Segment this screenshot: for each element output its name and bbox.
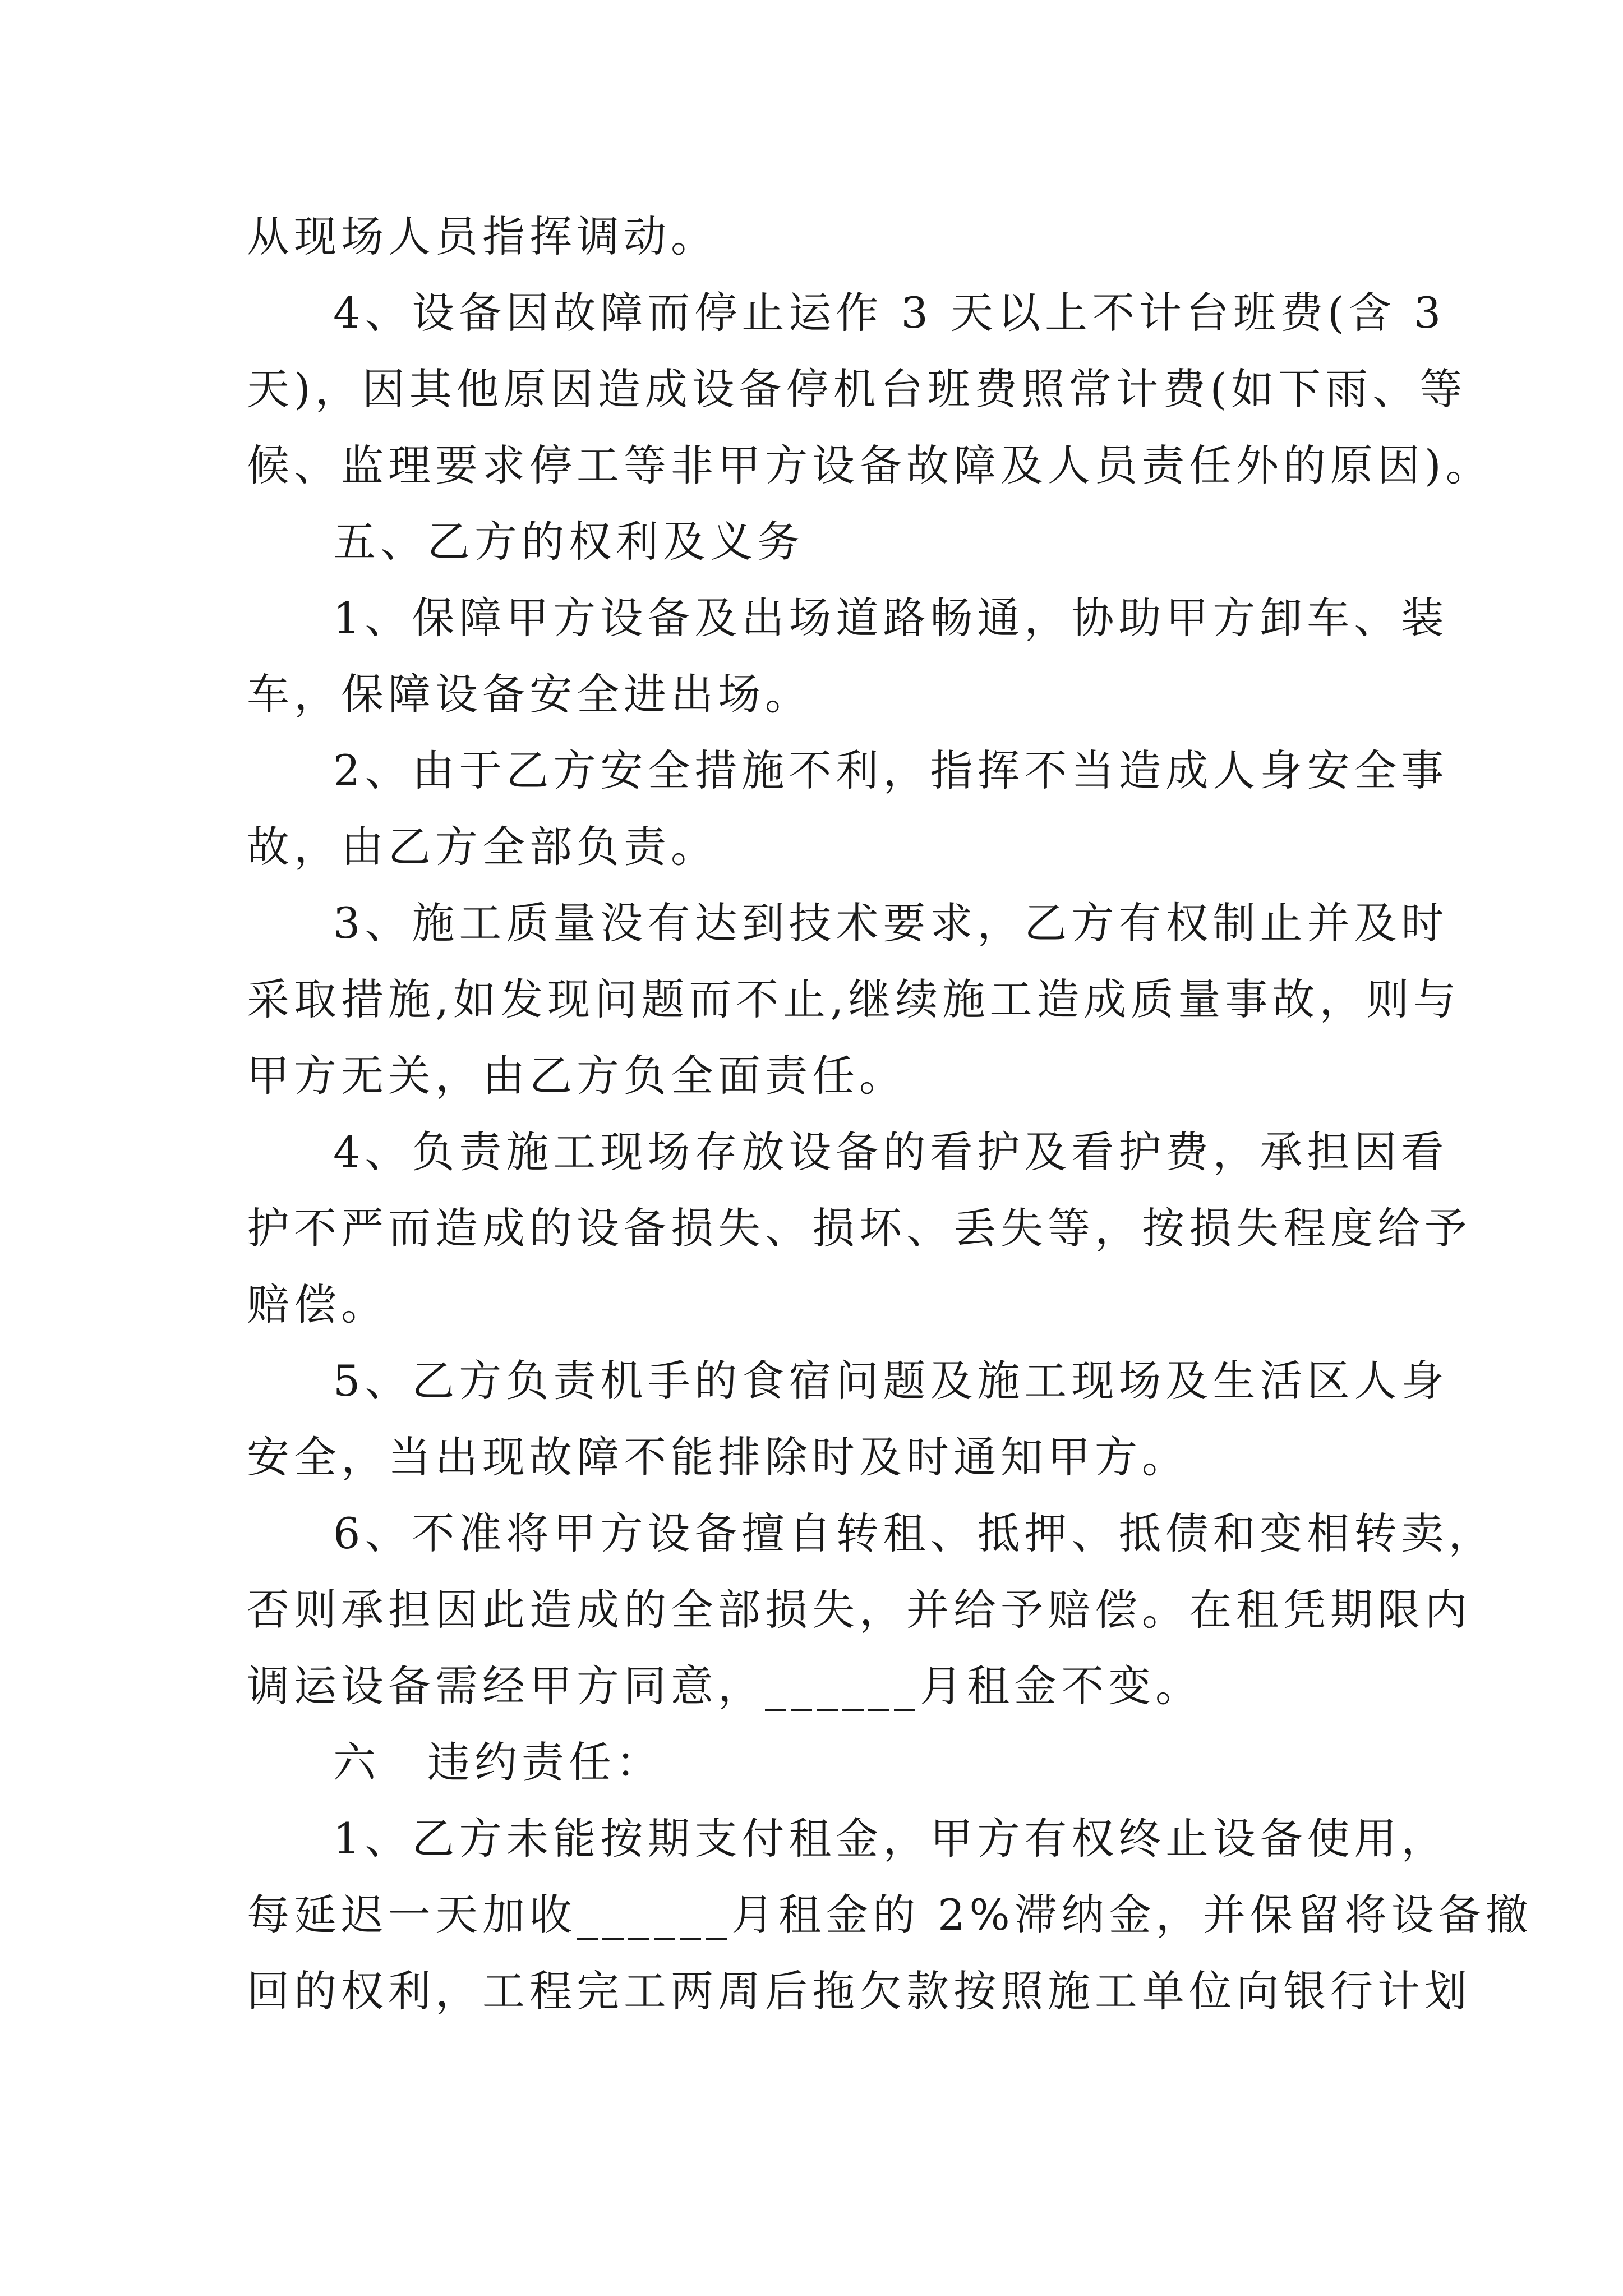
text-line: 护不严而造成的设备损失、损坏、丢失等，按损失程度给予 (247, 1203, 1472, 1253)
text-line: 2、由于乙方安全措施不利，指挥不当造成人身安全事 (333, 746, 1449, 795)
text-line: 5、乙方负责机手的食宿问题及施工现场及生活区人身 (333, 1356, 1449, 1406)
text-line: 3、施工质量没有达到技术要求，乙方有权制止并及时 (333, 898, 1449, 948)
text-line: 4、负责施工现场存放设备的看护及看护费，承担因看 (333, 1127, 1449, 1177)
text-line: 回的权利，工程完工两周后拖欠款按照施工单位向银行计划 (247, 1966, 1472, 2016)
text-line: 甲方无关，由乙方负全面责任。 (247, 1051, 906, 1101)
section-heading: 五、乙方的权利及义务 (333, 517, 804, 567)
text-line: 车，保障设备安全进出场。 (247, 669, 812, 719)
text-line: 1、乙方未能按期支付租金，甲方有权终止设备使用， (333, 1814, 1449, 1864)
text-line: 故，由乙方全部负责。 (247, 822, 718, 872)
text-line: 安全，当出现故障不能排除时及时通知甲方。 (247, 1432, 1189, 1482)
text-line: 候、监理要求停工等非甲方设备故障及人员责任外的原因)。 (247, 440, 1493, 490)
text-line: 采取措施,如发现问题而不止,继续施工造成质量事故，则与 (247, 974, 1461, 1024)
text-line: 从现场人员指挥调动。 (247, 211, 718, 261)
text-line: 调运设备需经甲方同意，______月租金不变。 (247, 1661, 1202, 1711)
text-line: 4、设备因故障而停止运作 3 天以上不计台班费(含 3 (333, 288, 1446, 338)
section-heading: 六 违约责任： (333, 1737, 663, 1787)
text-line: 天)，因其他原因造成设备停机台班费照常计费(如下雨、等 (247, 364, 1467, 414)
text-line: 1、保障甲方设备及出场道路畅通，协助甲方卸车、装 (333, 593, 1449, 643)
text-line: 否则承担因此造成的全部损失，并给予赔偿。在租凭期限内 (247, 1585, 1472, 1635)
text-line: 赔偿。 (247, 1280, 388, 1329)
text-line: 6、不准将甲方设备擅自转租、抵押、抵债和变相转卖， (333, 1508, 1496, 1558)
text-line: 每延迟一天加收______月租金的 2%滞纳金，并保留将设备撤 (247, 1890, 1533, 1940)
